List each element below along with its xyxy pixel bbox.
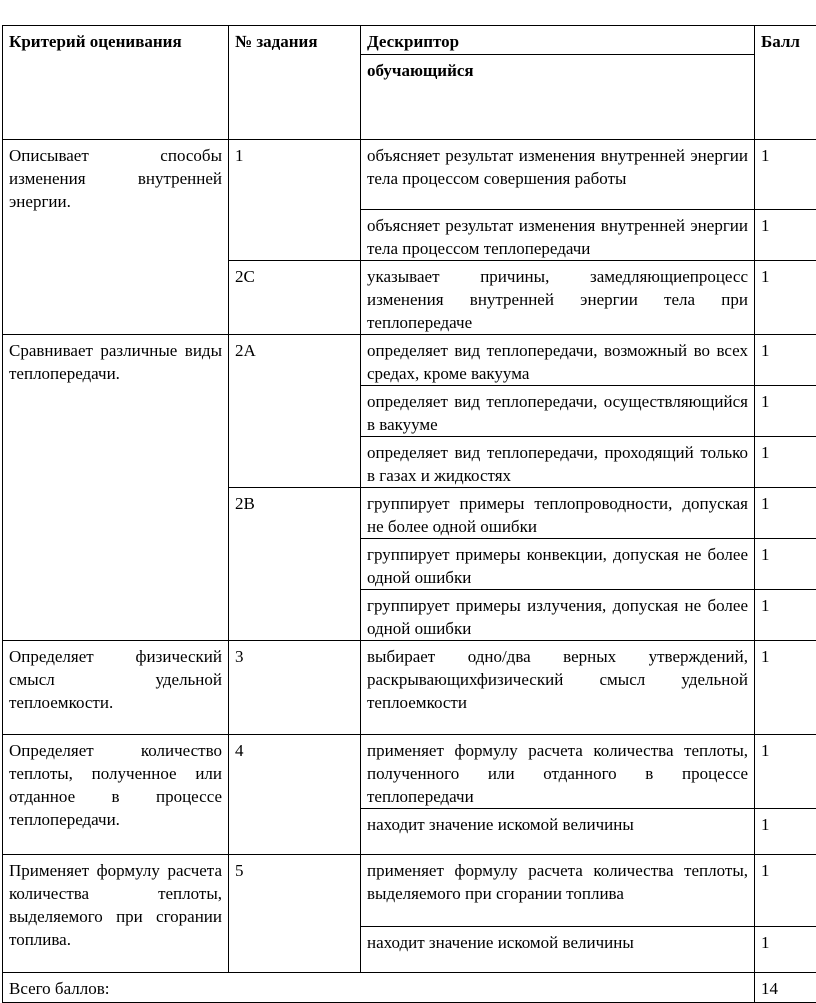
descriptor-cell: группирует примеры теплопроводности, допуская не более одной ошибки [361,488,755,539]
table-row [3,855,816,927]
score-cell: 1 [755,590,816,641]
header-criterion: Критерий оценивания [3,26,229,140]
task-cell: 5 [229,855,361,973]
score-cell: 1 [755,855,816,927]
header-score: Балл [755,26,816,140]
task-cell: 4 [229,735,361,855]
descriptor-cell: выбирает одно/два верных утверждений, раскрывающихфизический смысл удельной теплоемкости [361,641,755,735]
descriptor-cell: применяет формулу расчета количества теплоты, полученного или отданного в процессе теплопередачи [361,735,755,809]
total-value: 14 [755,973,816,1003]
score-cell: 1 [755,261,816,335]
descriptor-cell: применяет формулу расчета количества теплоты, выделяемого при сгорании топлива [361,855,755,927]
task-cell: 1 [229,140,361,261]
header-task-number: № задания [229,26,361,140]
descriptor-cell: определяет вид теплопередачи, осуществляющийся в вакууме [361,386,755,437]
score-cell: 1 [755,335,816,386]
criterion-cell: Определяет физический смысл удельной теплоемкости. [3,641,229,735]
header-descriptor: Дескриптор [361,26,755,55]
score-cell: 1 [755,735,816,809]
total-label: Всего баллов: [3,973,755,1003]
task-cell: 2В [229,488,361,641]
score-cell: 1 [755,437,816,488]
descriptor-cell: определяет вид теплопередачи, проходящий только в газах и жидкостях [361,437,755,488]
criterion-cell: Определяет количество теплоты, полученное или отданное в процессе теплопередачи. [3,735,229,855]
descriptor-cell: находит значение искомой величины [361,809,755,855]
descriptor-cell: указывает причины, замедляющиепроцесс изменения внутренней энергии тела при теплопередаче [361,261,755,335]
table-row [3,140,816,210]
task-cell: 3 [229,641,361,735]
descriptor-cell: группирует примеры конвекции, допуская не более одной ошибки [361,539,755,590]
criterion-cell: Сравнивает различные виды теплопередачи. [3,335,229,641]
score-cell: 1 [755,210,816,261]
descriptor-cell: объясняет результат изменения внутренней энергии тела процессом теплопередачи [361,210,755,261]
task-cell: 2А [229,335,361,488]
score-cell: 1 [755,488,816,539]
table-row [3,641,816,735]
criterion-cell: Применяет формулу расчета количества теплоты, выделяемого при сгорании топлива. [3,855,229,973]
score-cell: 1 [755,641,816,735]
descriptor-cell: группирует примеры излучения, допуская не более одной ошибки [361,590,755,641]
criterion-cell: Описывает способы изменения внутренней энергии. [3,140,229,335]
total-row [3,973,816,1003]
descriptor-cell: объясняет результат изменения внутренней энергии тела процессом совершения работы [361,140,755,210]
score-cell: 1 [755,386,816,437]
header-descriptor-sub: обучающийся [361,55,755,140]
descriptor-cell: находит значение искомой величины [361,927,755,973]
descriptor-cell: определяет вид теплопередачи, возможный во всех средах, кроме вакуума [361,335,755,386]
score-cell: 1 [755,140,816,210]
task-cell: 2С [229,261,361,335]
score-cell: 1 [755,809,816,855]
assessment-table [2,25,816,1003]
score-cell: 1 [755,539,816,590]
table-row [3,735,816,809]
score-cell: 1 [755,927,816,973]
header-row [3,26,816,55]
table-row [3,335,816,386]
